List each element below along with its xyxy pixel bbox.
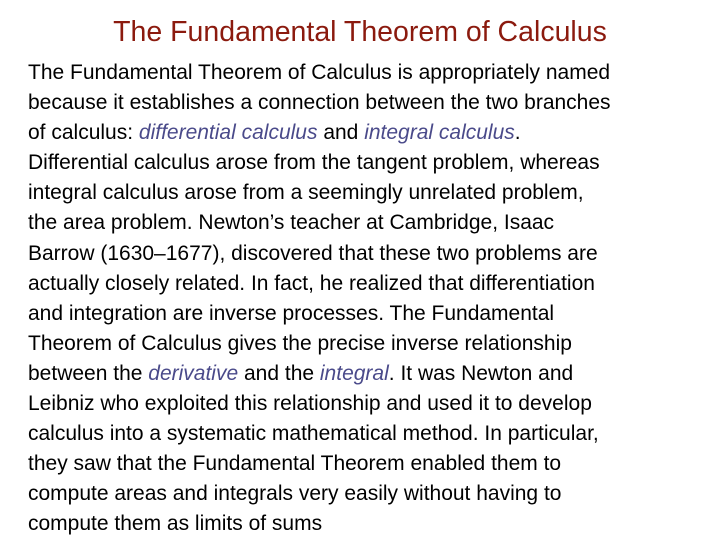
slide-title: The Fundamental Theorem of Calculus bbox=[113, 16, 607, 48]
text-run: Barrow (1630–1677), discovered that these two problems are bbox=[28, 241, 598, 265]
text-line bbox=[28, 269, 718, 299]
text-run: of calculus: bbox=[28, 121, 139, 145]
text-line bbox=[28, 58, 718, 88]
text-run: The Fundamental Theorem of Calculus is appropriately named bbox=[28, 61, 611, 84]
text-line bbox=[28, 239, 718, 269]
text-run: Leibniz who exploited this relationship and used it to develop bbox=[28, 392, 592, 416]
text-run: Theorem of Calculus gives the precise inverse relationship bbox=[28, 331, 572, 355]
text-line bbox=[28, 329, 718, 359]
emphasized-term: differential calculus bbox=[138, 121, 318, 145]
emphasized-term: derivative bbox=[148, 361, 239, 385]
text-line bbox=[28, 118, 718, 148]
text-run: the area problem. Newton’s teacher at Cambridge, Isaac bbox=[28, 211, 555, 235]
text-line bbox=[28, 479, 718, 509]
text-run: compute them as limits of sums bbox=[28, 512, 323, 536]
text-run: calculus into a systematic mathematical method. In particular, bbox=[28, 422, 599, 446]
text-line bbox=[28, 88, 718, 118]
text-run: . It was Newton and bbox=[388, 361, 574, 385]
text-line bbox=[28, 208, 718, 238]
text-run: compute areas and integrals very easily without having to bbox=[28, 482, 562, 506]
text-line bbox=[28, 148, 718, 178]
emphasized-term: integral calculus bbox=[364, 121, 515, 145]
text-run: actually closely related. In fact, he realized that differentiation bbox=[28, 271, 595, 295]
text-line bbox=[28, 389, 718, 419]
text-run: because it establishes a connection between the two branches bbox=[28, 91, 611, 115]
text-run: Differential calculus arose from the tangent problem, whereas bbox=[28, 151, 600, 175]
text-line bbox=[28, 178, 718, 208]
text-run: and bbox=[317, 121, 365, 145]
text-line bbox=[28, 509, 718, 539]
text-line bbox=[28, 359, 718, 389]
emphasized-term: integral bbox=[319, 361, 389, 385]
text-run: between the bbox=[28, 361, 149, 385]
text-run: integral calculus arose from a seemingly unrelated problem, bbox=[28, 181, 584, 205]
text-run: and the bbox=[238, 361, 320, 385]
text-line bbox=[28, 449, 718, 479]
text-run: they saw that the Fundamental Theorem enabled them to bbox=[28, 452, 562, 476]
text-line bbox=[28, 419, 718, 449]
body-paragraph bbox=[28, 58, 718, 540]
text-run: . bbox=[514, 121, 521, 145]
text-line bbox=[28, 299, 718, 329]
text-run: and integration are inverse processes. The Fundamental bbox=[28, 301, 555, 325]
